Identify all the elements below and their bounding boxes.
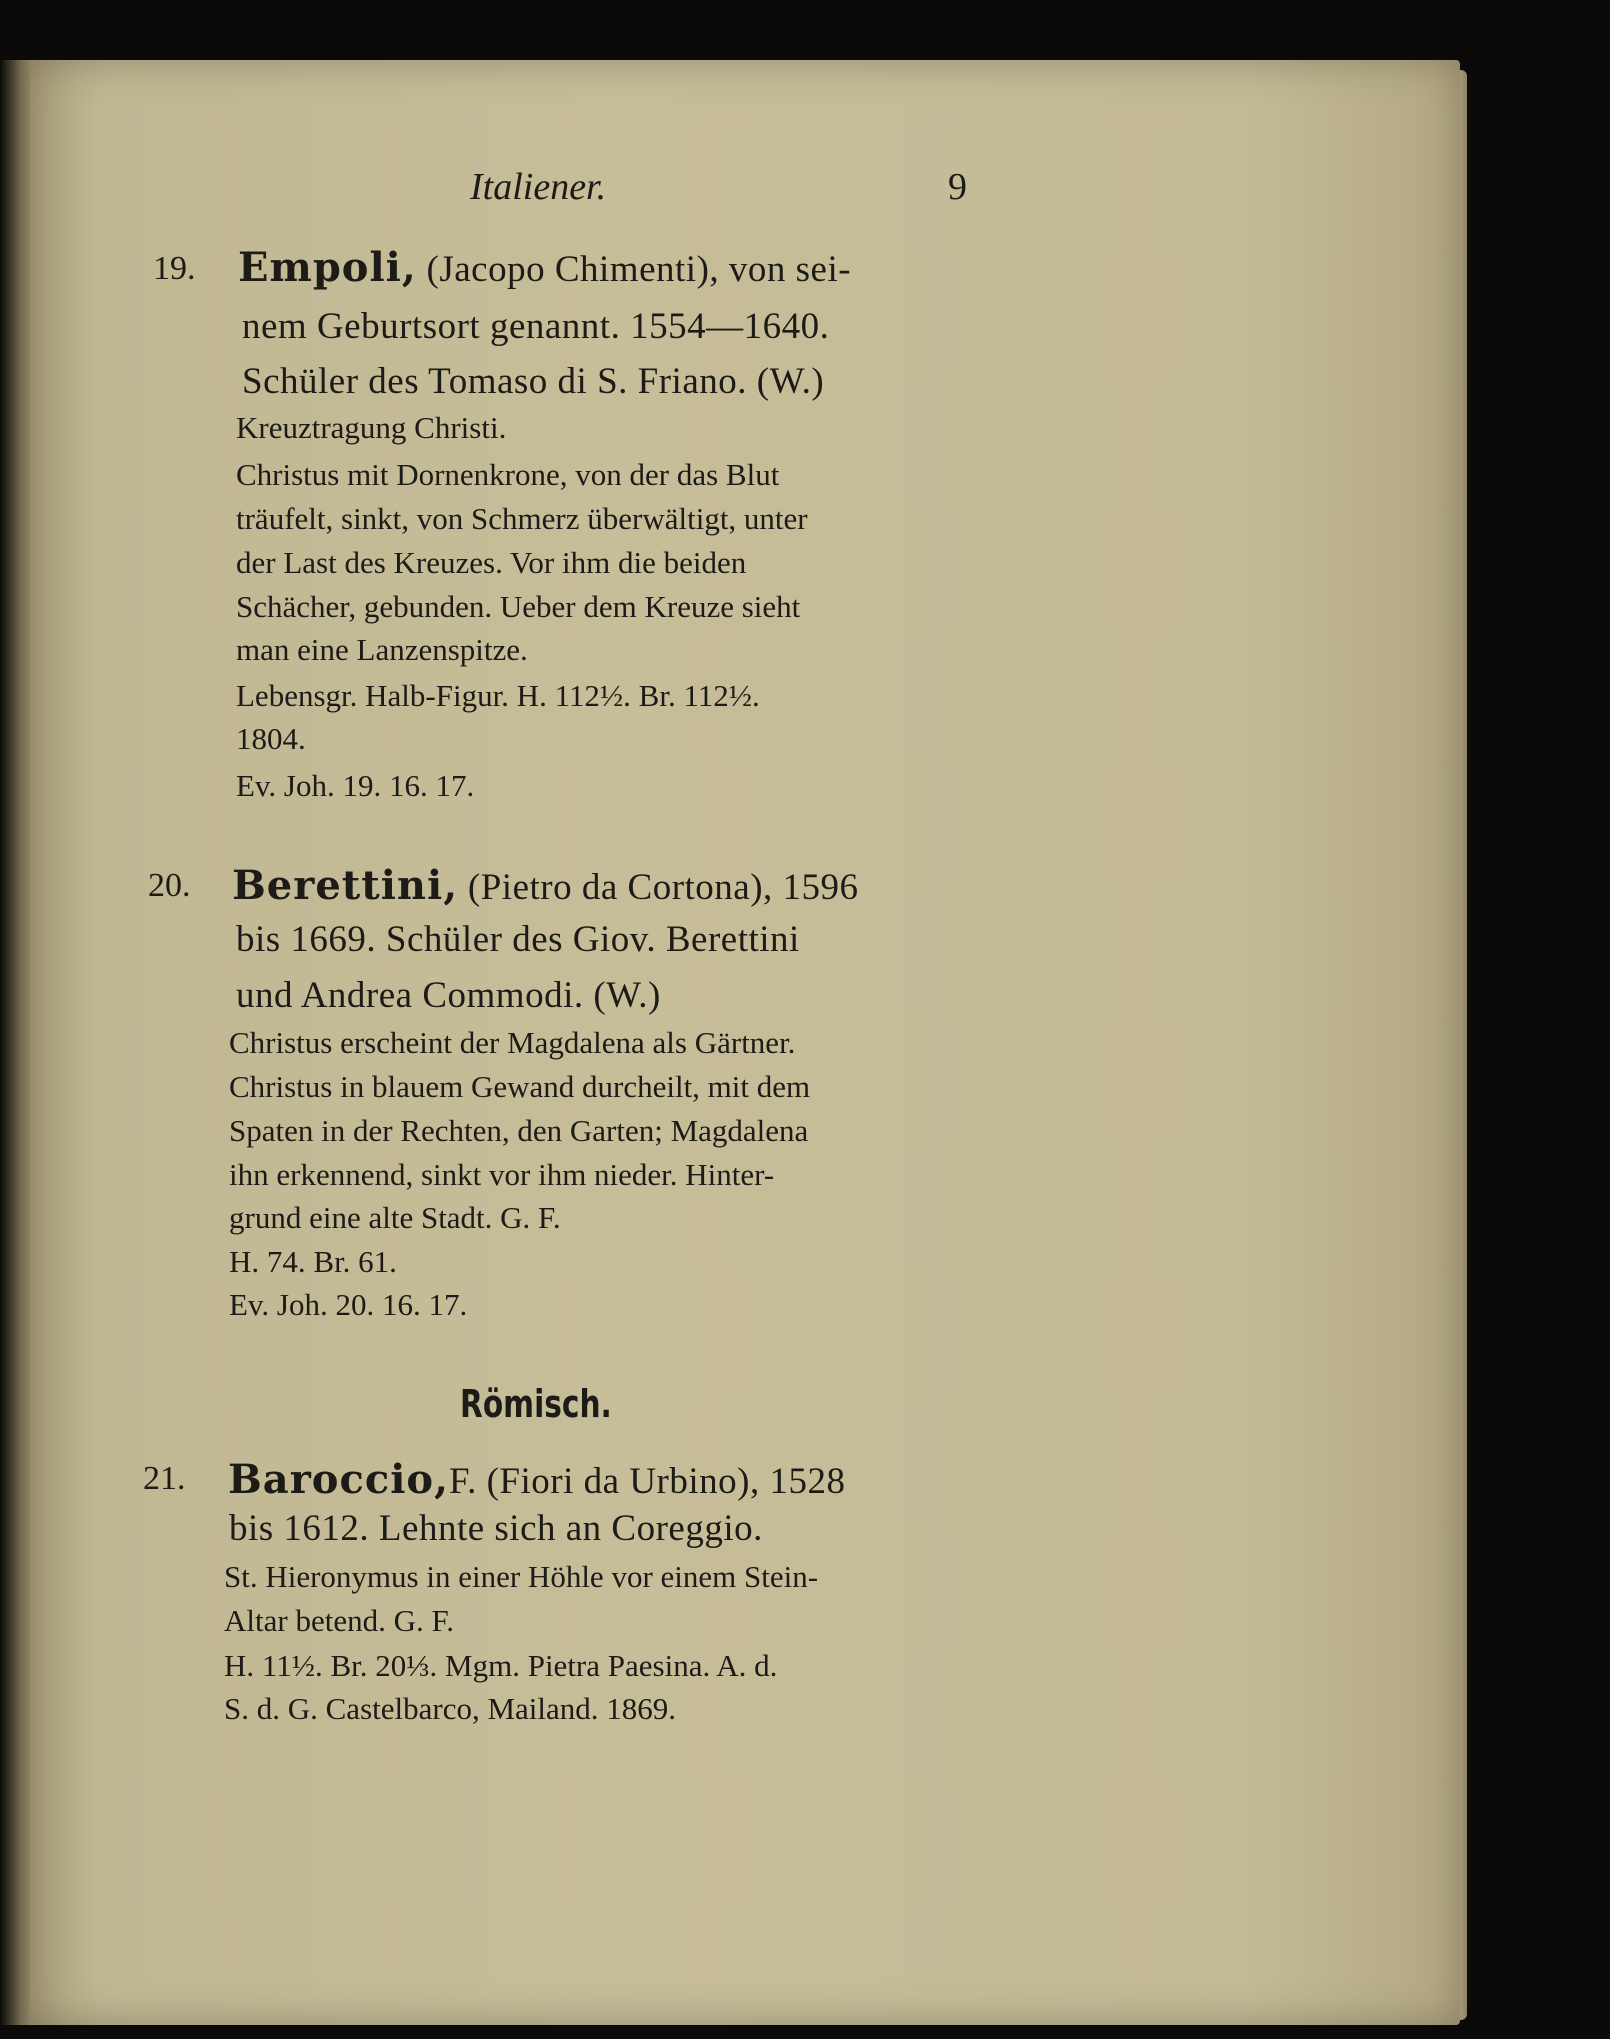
entry-detail-line: der Last des Kreuzes. Vor ihm die beiden <box>236 545 747 580</box>
entry-intro-line: bis 1612. Lehnte sich an Coreggio. <box>229 1508 763 1549</box>
artist-name: Empoli, <box>238 244 417 291</box>
entry-detail-line: man eine Lanzenspitze. <box>236 632 528 667</box>
entry-detail-line: Ev. Joh. 19. 16. 17. <box>236 768 475 803</box>
entry-detail-line: H. 11½. Br. 20⅓. Mgm. Pietra Paesina. A. d. <box>224 1648 778 1683</box>
entry-number: 21. <box>143 1460 186 1497</box>
entry-detail-line: träufelt, sinkt, von Schmerz überwältigt, unter <box>236 501 808 536</box>
entry-intro-line: und Andrea Commodi. (W.) <box>236 975 661 1016</box>
entry-detail-line: Altar betend. G. F. <box>224 1603 454 1638</box>
entry-detail-line: 1804. <box>236 721 306 756</box>
artist-name: Berettini, <box>232 862 459 909</box>
entry-detail-line: H. 74. Br. 61. <box>229 1244 397 1279</box>
entry-number: 20. <box>148 867 191 904</box>
entry-detail-line: Ev. Joh. 20. 16. 17. <box>229 1287 468 1322</box>
entry-detail-line: Christus in blauem Gewand durcheilt, mit dem <box>229 1069 811 1104</box>
entry-heading-line <box>232 862 859 909</box>
entry-intro-line: (Jacopo Chimenti), von sei- <box>416 249 852 290</box>
entry-detail-line: ihn erkennend, sinkt vor ihm nieder. Hinter- <box>229 1157 775 1192</box>
entry-intro-line: F. (Fiori da Urbino), 1528 <box>449 1461 846 1502</box>
entry-detail-line: Kreuztragung Christi. <box>236 410 507 445</box>
entry-intro-line: Schüler des Tomaso di S. Friano. (W.) <box>242 361 825 402</box>
entry-detail-line: Spaten in der Rechten, den Garten; Magdalena <box>229 1113 809 1148</box>
entry-heading-line <box>228 1456 845 1503</box>
page-number: 9 <box>948 166 967 208</box>
entry-detail-line: Christus mit Dornenkrone, von der das Blut <box>236 457 780 492</box>
entry-detail-line: Christus erscheint der Magdalena als Gärtner. <box>229 1025 796 1060</box>
entry-intro-line: nem Geburtsort genannt. 1554—1640. <box>242 306 830 347</box>
entry-number: 19. <box>153 250 196 287</box>
entry-detail-line: Lebensgr. Halb-Figur. H. 112½. Br. 112½. <box>236 678 760 713</box>
entry-heading-line <box>238 244 851 291</box>
entry-intro-line: (Pietro da Cortona), 1596 <box>458 867 859 908</box>
entry-detail-line: St. Hieronymus in einer Höhle vor einem Stein- <box>224 1559 819 1594</box>
section-heading: Römisch. <box>460 1382 612 1426</box>
entry-detail-line: S. d. G. Castelbarco, Mailand. 1869. <box>224 1691 677 1726</box>
artist-name: Baroccio, <box>228 1456 449 1503</box>
entry-intro-line: bis 1669. Schüler des Giov. Berettini <box>236 919 800 960</box>
entry-detail-line: Schächer, gebunden. Ueber dem Kreuze sieht <box>236 589 801 624</box>
entry-detail-line: grund eine alte Stadt. G. F. <box>229 1200 561 1235</box>
running-header-title: Italiener. <box>470 166 607 208</box>
